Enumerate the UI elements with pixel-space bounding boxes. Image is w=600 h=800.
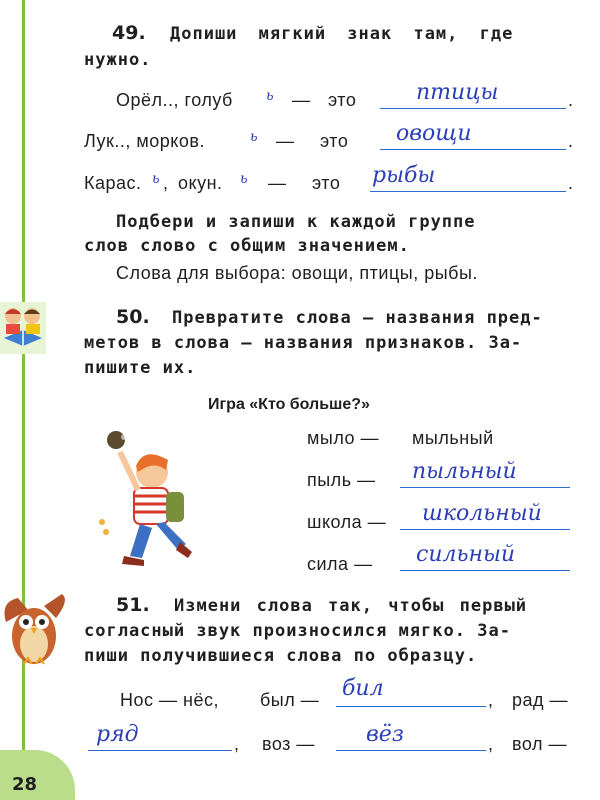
pair1-word: мыло — [307, 428, 380, 448]
pair2-answer-line [400, 487, 570, 488]
task-51-number: 51. [116, 594, 150, 616]
row3-dash: — [268, 173, 287, 193]
row2-dash: — [276, 131, 295, 151]
row3-words1: Карас. [84, 173, 142, 193]
t51-answer1: бил [342, 676, 384, 701]
row1-answer-line [380, 108, 566, 109]
row1-answer: птицы [416, 80, 499, 105]
row2-soft-sign: ь [250, 129, 258, 145]
row1-soft-sign: ь [266, 88, 274, 104]
row3-words2: окун. [178, 173, 223, 193]
pair3-word: школа — [307, 512, 387, 532]
row1-eto: это [328, 90, 357, 110]
row3-end: . [568, 173, 574, 193]
task-49-instruction-line2: слов слово с общим значением. [84, 236, 410, 256]
task-51-line2: согласный звук произносился мягко. За- [84, 621, 511, 641]
row3-answer: рыбы [372, 163, 436, 188]
owl-icon [0, 592, 70, 670]
task-51-line3: пиши получившиеся слова по образцу. [84, 646, 478, 666]
pair1-answer: мыльный [412, 428, 494, 448]
row1-words: Орёл.., голуб [116, 90, 233, 110]
t51-example: Нос — нёс, [120, 690, 219, 710]
t51-answer2-line [88, 750, 232, 751]
row3-soft-sign1: ь [152, 171, 160, 187]
t51-word1: был — [260, 690, 320, 710]
pair2-answer: пыльный [412, 459, 517, 484]
t51-answer1-line [336, 706, 486, 707]
row2-end: . [568, 131, 574, 151]
page-number: 28 [12, 774, 38, 795]
task-49-instruction-line1: Подбери и запиши к каждой группе [116, 212, 476, 232]
t51-word2: рад — [512, 690, 569, 710]
pair3-answer-line [400, 529, 570, 530]
row2-answer-line [380, 149, 566, 150]
t51-word4: вол — [512, 734, 567, 754]
reading-children-icon [0, 302, 46, 354]
t51-answer3-line [336, 750, 486, 751]
boy-illustration [94, 422, 212, 572]
row2-answer: овощи [396, 121, 472, 146]
task-50-line1: Превратите слова — названия пред- [172, 308, 543, 328]
t51-word3: воз — [262, 734, 315, 754]
task-49-choices: Слова для выбора: овощи, птицы, рыбы. [116, 263, 478, 283]
row2-eto: это [320, 131, 349, 151]
row3-sep: , [163, 173, 169, 193]
task-50-line3: пишите их. [84, 358, 197, 378]
row3-eto: это [312, 173, 341, 193]
task-50-number: 50. [116, 306, 150, 328]
row3-answer-line [370, 191, 566, 192]
t51-comma3: , [488, 734, 494, 754]
t51-comma2: , [234, 734, 240, 754]
t51-comma1: , [488, 690, 494, 710]
row1-dash: — [292, 90, 311, 110]
pair3-answer: школьный [422, 501, 542, 526]
pair4-answer: сильный [416, 542, 516, 567]
row1-end: . [568, 90, 574, 110]
t51-answer3: вёз [366, 722, 404, 747]
t51-answer2: ряд [96, 722, 139, 747]
task-50-line2: метов в слова — названия признаков. За- [84, 333, 523, 353]
row3-soft-sign2: ь [240, 171, 248, 187]
pair4-answer-line [400, 570, 570, 571]
row2-words: Лук.., морков. [84, 131, 205, 151]
pair4-word: сила — [307, 554, 373, 574]
pair2-word: пыль — [307, 470, 376, 490]
game-title: Игра «Кто больше?» [208, 396, 370, 413]
task-51-line1: Измени слова так, чтобы первый [174, 596, 528, 616]
task-49-number: 49. [112, 22, 146, 44]
task-49-title-line1: Допиши мягкий знак там, где [170, 24, 514, 44]
task-49-title-line2: нужно. [84, 50, 152, 70]
